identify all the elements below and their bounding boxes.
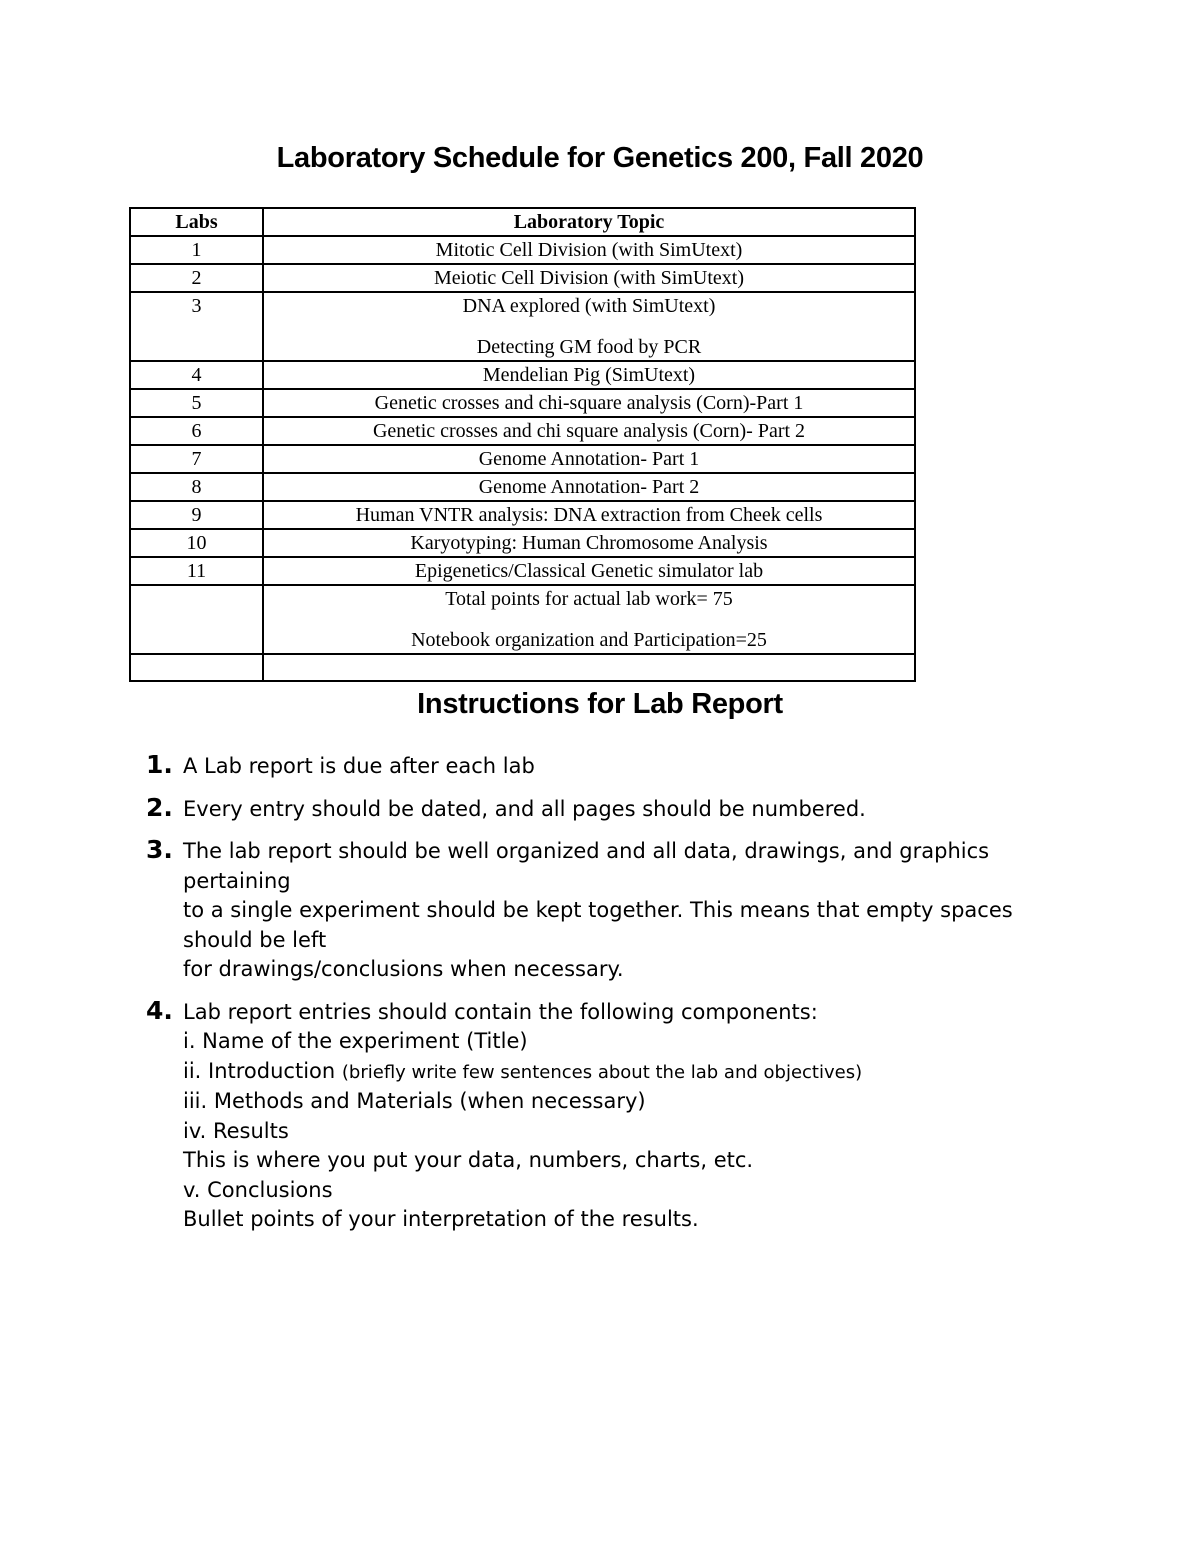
lab-topic: Mendelian Pig (SimUtext) bbox=[263, 361, 915, 389]
list-item bbox=[146, 752, 1046, 782]
item-number: 3. bbox=[146, 835, 173, 864]
component-introduction bbox=[183, 1057, 1046, 1088]
lab-number: 8 bbox=[130, 473, 263, 501]
lab-schedule-table bbox=[129, 207, 916, 682]
column-header-labs: Labs bbox=[130, 208, 263, 236]
table-row bbox=[130, 264, 915, 292]
component-title: i. Name of the experiment (Title) bbox=[183, 1029, 528, 1053]
table-row bbox=[130, 445, 915, 473]
table-row bbox=[130, 501, 915, 529]
list-item bbox=[146, 995, 1046, 1235]
points-line: Total points for actual lab work= 75 bbox=[445, 588, 733, 610]
points-summary bbox=[263, 585, 915, 654]
lab-topic: Epigenetics/Classical Genetic simulator lab bbox=[263, 557, 915, 585]
lab-number: 11 bbox=[130, 557, 263, 585]
lab-number: 4 bbox=[130, 361, 263, 389]
lab-number: 9 bbox=[130, 501, 263, 529]
lab-number: 7 bbox=[130, 445, 263, 473]
empty-cell bbox=[130, 654, 263, 681]
item-number: 4. bbox=[146, 995, 173, 1025]
table-row bbox=[130, 473, 915, 501]
lab-number: 2 bbox=[130, 264, 263, 292]
lab-topic: Meiotic Cell Division (with SimUtext) bbox=[263, 264, 915, 292]
component-methods: iii. Methods and Materials (when necessary) bbox=[183, 1089, 646, 1113]
lab-number: 1 bbox=[130, 236, 263, 264]
lab-number: 3 bbox=[130, 292, 263, 361]
item-text: to a single experiment should be kept together. This means that empty spaces should be left bbox=[183, 898, 1013, 952]
lab-number: 5 bbox=[130, 389, 263, 417]
lab-number: 10 bbox=[130, 529, 263, 557]
introduction-label: ii. Introduction bbox=[183, 1058, 336, 1083]
table-row bbox=[130, 292, 915, 361]
item-number: 2. bbox=[146, 792, 173, 822]
lab-topic bbox=[263, 292, 915, 361]
item-text: Every entry should be dated, and all pages should be numbered. bbox=[183, 796, 866, 821]
lab-topic-line: Detecting GM food by PCR bbox=[476, 336, 702, 358]
conclusions-description: Bullet points of your interpretation of the results. bbox=[183, 1207, 699, 1231]
table-row bbox=[130, 557, 915, 585]
table-row bbox=[130, 236, 915, 264]
lab-topic: Genome Annotation- Part 2 bbox=[263, 473, 915, 501]
instructions-list bbox=[146, 752, 1046, 1248]
component-results: iv. Results bbox=[183, 1118, 289, 1143]
introduction-note: (briefly write few sentences about the lab and objectives) bbox=[341, 1061, 863, 1083]
table-row-empty bbox=[130, 654, 915, 681]
item-text: A Lab report is due after each lab bbox=[183, 754, 535, 778]
lab-topic: Genetic crosses and chi square analysis (Corn)- Part 2 bbox=[263, 417, 915, 445]
item-number: 1. bbox=[146, 750, 173, 779]
item-text: Lab report entries should contain the following components: bbox=[183, 999, 818, 1024]
table-row bbox=[130, 417, 915, 445]
lab-number: 6 bbox=[130, 417, 263, 445]
lab-number bbox=[130, 585, 263, 654]
lab-topic: Human VNTR analysis: DNA extraction from Cheek cells bbox=[263, 501, 915, 529]
empty-cell bbox=[263, 654, 915, 681]
lab-topic: Genetic crosses and chi-square analysis (Corn)-Part 1 bbox=[263, 389, 915, 417]
table-row bbox=[130, 389, 915, 417]
lab-topic-line: DNA explored (with SimUtext) bbox=[462, 295, 716, 317]
table-row bbox=[130, 529, 915, 557]
table-header-row bbox=[130, 208, 915, 236]
list-item bbox=[146, 792, 1046, 825]
item-text: for drawings/conclusions when necessary. bbox=[183, 957, 624, 981]
points-line: Notebook organization and Participation=25 bbox=[411, 629, 767, 651]
list-item bbox=[146, 837, 1046, 985]
results-description: This is where you put your data, numbers, charts, etc. bbox=[183, 1148, 754, 1172]
item-text: The lab report should be well organized and all data, drawings, and graphics pertaining bbox=[183, 839, 990, 893]
instructions-title: Instructions for Lab Report bbox=[417, 688, 783, 720]
table-row bbox=[130, 361, 915, 389]
table-row bbox=[130, 585, 915, 654]
page-title: Laboratory Schedule for Genetics 200, Fall 2020 bbox=[276, 142, 924, 174]
lab-topic: Genome Annotation- Part 1 bbox=[263, 445, 915, 473]
lab-topic: Mitotic Cell Division (with SimUtext) bbox=[263, 236, 915, 264]
column-header-topic: Laboratory Topic bbox=[263, 208, 915, 236]
lab-topic: Karyotyping: Human Chromosome Analysis bbox=[263, 529, 915, 557]
component-conclusions: v. Conclusions bbox=[183, 1177, 333, 1202]
